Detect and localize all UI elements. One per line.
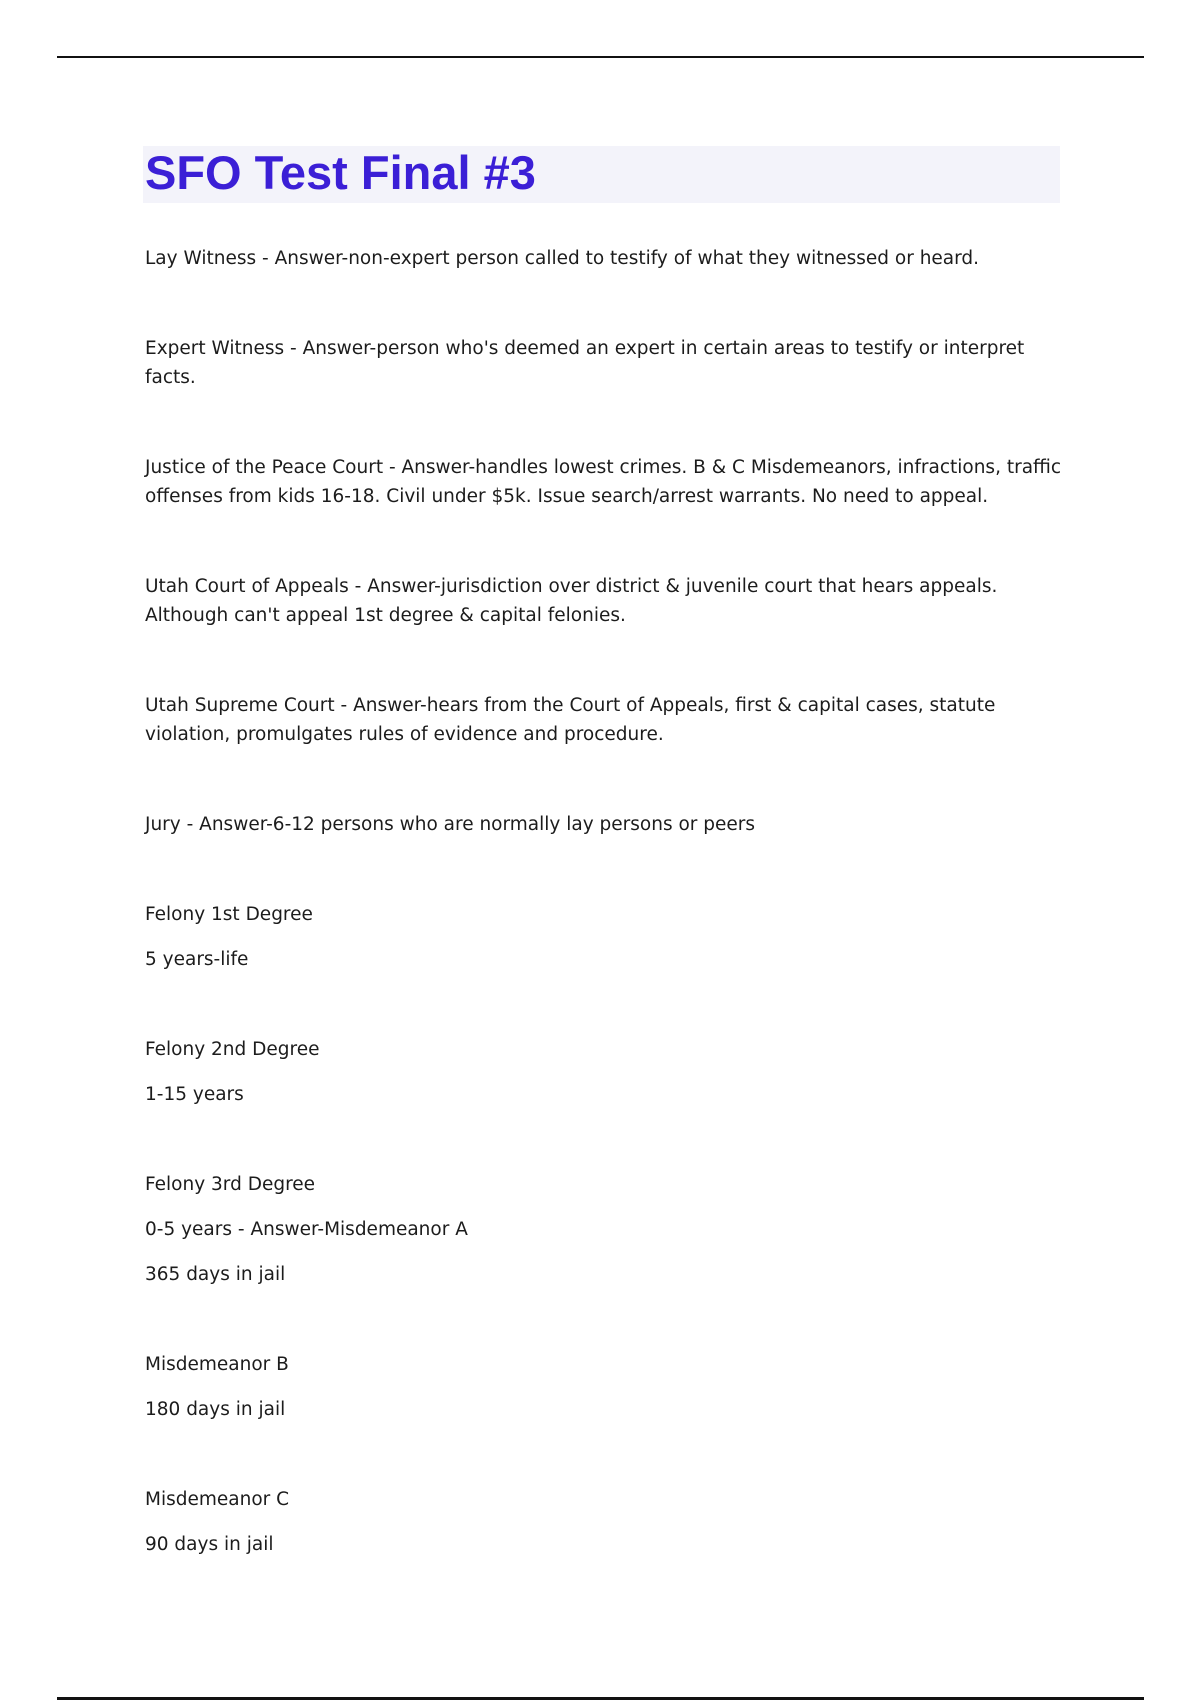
document-body [145,244,1075,1559]
group-line: 365 days in jail [145,1264,286,1285]
group-line: Felony 3rd Degree [145,1174,316,1195]
entry-lay-witness: Lay Witness - Answer-non-expert person called to testify of what they witnessed or heard. [145,248,980,269]
entry-court-of-appeals: Utah Court of Appeals - Answer-jurisdiction over district & juvenile court that hears appeals. Although can't appeal 1st degree & capital felonies. [145,576,998,626]
group-line: Felony 2nd Degree [145,1039,320,1060]
entry-supreme-court: Utah Supreme Court - Answer-hears from the Court of Appeals, first & capital cases, statute violation, promulgates rules of evidence and procedure. [145,695,996,745]
group-line: Felony 1st Degree [145,904,313,925]
entry-justice-of-the-peace: Justice of the Peace Court - Answer-handles lowest crimes. B & C Misdemeanors, infractions, traffic offenses from kids 16-18. Civil under $5k. Issue search/arrest warrants. No need to appeal. [145,457,1062,507]
group-misdemeanor-b [145,1350,1075,1424]
group-line: Misdemeanor C [145,1489,290,1510]
group-felony-2nd [145,1035,1075,1109]
entry-expert-witness: Expert Witness - Answer-person who's deemed an expert in certain areas to testify or interpret facts. [145,338,1025,388]
entry-jury: Jury - Answer-6-12 persons who are normally lay persons or peers [145,814,756,835]
page-title: SFO Test Final #3 [145,146,536,199]
group-felony-3rd [145,1170,1075,1289]
group-line: 180 days in jail [145,1399,286,1420]
group-line: 1-15 years [145,1084,244,1105]
group-felony-1st [145,900,1075,974]
group-line: 90 days in jail [145,1534,274,1555]
group-line: 0-5 years - Answer-Misdemeanor A [145,1219,468,1240]
group-line: 5 years-life [145,949,249,970]
group-line: Misdemeanor B [145,1354,289,1375]
top-rule [57,56,1144,58]
group-misdemeanor-c [145,1485,1075,1559]
